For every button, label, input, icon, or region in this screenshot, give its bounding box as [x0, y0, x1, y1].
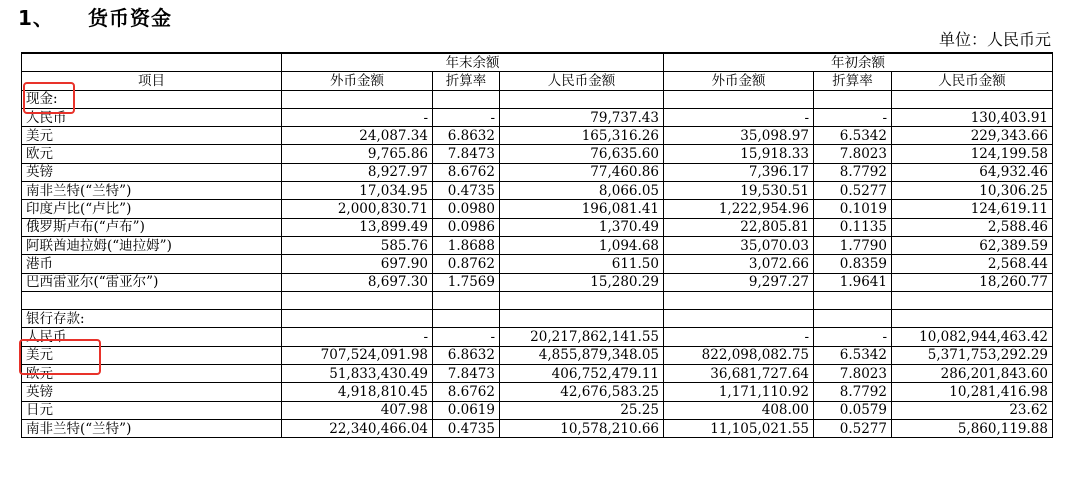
amount-cell: 62,389.59 — [892, 236, 1053, 254]
table-row — [22, 401, 1053, 419]
col-header-rmb-amount: 人民币金额 — [500, 72, 664, 90]
currency-name-cell: 欧元 — [22, 145, 282, 163]
amount-cell: 0.0619 — [433, 401, 500, 419]
amount-cell: 7.8023 — [814, 145, 892, 163]
col-header-rate: 折算率 — [433, 72, 500, 90]
cash-balance-table — [21, 52, 1053, 438]
col-header-foreign-amount: 外币金额 — [664, 72, 814, 90]
currency-name-cell: 日元 — [22, 401, 282, 419]
amount-cell: 0.0980 — [433, 200, 500, 218]
amount-cell: 286,201,843.60 — [892, 365, 1053, 383]
table-row — [22, 383, 1053, 401]
amount-cell: 11,105,021.55 — [664, 419, 814, 437]
currency-name-cell: 港币 — [22, 255, 282, 273]
amount-cell: 4,855,879,348.05 — [500, 346, 664, 364]
amount-cell: 0.5277 — [814, 182, 892, 200]
amount-cell: 8.7792 — [814, 383, 892, 401]
amount-cell: 0.5277 — [814, 419, 892, 437]
empty-cell — [814, 90, 892, 108]
amount-cell: 1,094.68 — [500, 236, 664, 254]
amount-cell: 1,222,954.96 — [664, 200, 814, 218]
amount-cell: 707,524,091.98 — [282, 346, 433, 364]
amount-cell: 8.6762 — [433, 383, 500, 401]
amount-cell: 124,199.58 — [892, 145, 1053, 163]
amount-cell: 35,098.97 — [664, 127, 814, 145]
amount-cell: 0.8762 — [433, 255, 500, 273]
table-row — [22, 163, 1053, 181]
amount-cell: 6.5342 — [814, 346, 892, 364]
section-number: 1、 — [18, 6, 54, 30]
empty-cell — [892, 291, 1053, 309]
table-row — [22, 236, 1053, 254]
table-row — [22, 145, 1053, 163]
amount-cell: 196,081.41 — [500, 200, 664, 218]
amount-cell: 130,403.91 — [892, 108, 1053, 126]
amount-cell: 10,281,416.98 — [892, 383, 1053, 401]
year-end-group-header: 年末余额 — [282, 53, 664, 72]
table-row — [22, 108, 1053, 126]
currency-name-cell: 英镑 — [22, 163, 282, 181]
amount-cell: 13,899.49 — [282, 218, 433, 236]
amount-cell: 7.8473 — [433, 365, 500, 383]
currency-name-cell: 美元 — [22, 346, 282, 364]
amount-cell: 35,070.03 — [664, 236, 814, 254]
amount-cell: 20,217,862,141.55 — [500, 328, 664, 346]
table-row — [22, 273, 1053, 291]
empty-cell — [664, 310, 814, 328]
amount-cell: 2,568.44 — [892, 255, 1053, 273]
amount-cell: - — [814, 328, 892, 346]
table-row — [22, 200, 1053, 218]
amount-cell: 408.00 — [664, 401, 814, 419]
amount-cell: 0.8359 — [814, 255, 892, 273]
empty-cell — [282, 291, 433, 309]
amount-cell: 822,098,082.75 — [664, 346, 814, 364]
amount-cell: 7.8473 — [433, 145, 500, 163]
amount-cell: 611.50 — [500, 255, 664, 273]
empty-cell — [500, 90, 664, 108]
section-title: 货币资金 — [88, 6, 172, 30]
amount-cell: 23.62 — [892, 401, 1053, 419]
currency-name-cell: 美元 — [22, 127, 282, 145]
column-header-row — [22, 72, 1053, 90]
amount-cell: 10,578,210.66 — [500, 419, 664, 437]
currency-name-cell: 英镑 — [22, 383, 282, 401]
empty-corner-cell — [22, 53, 282, 72]
amount-cell: 7,396.17 — [664, 163, 814, 181]
amount-cell: 24,087.34 — [282, 127, 433, 145]
amount-cell: - — [433, 328, 500, 346]
table-row — [22, 255, 1053, 273]
amount-cell: 0.1135 — [814, 218, 892, 236]
col-header-rmb-amount: 人民币金额 — [892, 72, 1053, 90]
currency-name-cell: 阿联酋迪拉姆(“迪拉姆”) — [22, 236, 282, 254]
amount-cell: 79,737.43 — [500, 108, 664, 126]
currency-name-cell: 印度卢比(“卢比”) — [22, 200, 282, 218]
currency-name-cell: 欧元 — [22, 365, 282, 383]
amount-cell: 1.7569 — [433, 273, 500, 291]
amount-cell: - — [664, 328, 814, 346]
amount-cell: - — [433, 108, 500, 126]
section-heading — [18, 2, 172, 31]
amount-cell: 697.90 — [282, 255, 433, 273]
empty-cell — [433, 291, 500, 309]
amount-cell: 6.8632 — [433, 127, 500, 145]
amount-cell: 165,316.26 — [500, 127, 664, 145]
group-header-row — [22, 53, 1053, 72]
spacer-row — [22, 291, 1053, 309]
currency-name-cell: 俄罗斯卢布(“卢布”) — [22, 218, 282, 236]
section-label: 银行存款: — [22, 310, 282, 328]
amount-cell: 17,034.95 — [282, 182, 433, 200]
section-label: 现金: — [22, 90, 282, 108]
amount-cell: 22,805.81 — [664, 218, 814, 236]
table-row — [22, 328, 1053, 346]
amount-cell: 10,306.25 — [892, 182, 1053, 200]
year-start-group-header: 年初余额 — [664, 53, 1053, 72]
bank-section-row — [22, 310, 1053, 328]
amount-cell: 406,752,479.11 — [500, 365, 664, 383]
empty-cell — [814, 310, 892, 328]
amount-cell: 8.6762 — [433, 163, 500, 181]
col-header-rate: 折算率 — [814, 72, 892, 90]
table-row — [22, 346, 1053, 364]
amount-cell: 1.7790 — [814, 236, 892, 254]
currency-name-cell: 巴西雷亚尔(“雷亚尔”) — [22, 273, 282, 291]
amount-cell: 51,833,430.49 — [282, 365, 433, 383]
empty-cell — [433, 90, 500, 108]
amount-cell: 36,681,727.64 — [664, 365, 814, 383]
col-header-item: 项目 — [22, 72, 282, 90]
amount-cell: 407.98 — [282, 401, 433, 419]
empty-cell — [814, 291, 892, 309]
empty-cell — [500, 291, 664, 309]
table-row — [22, 365, 1053, 383]
amount-cell: 19,530.51 — [664, 182, 814, 200]
empty-cell — [282, 90, 433, 108]
amount-cell: 4,918,810.45 — [282, 383, 433, 401]
amount-cell: 8.7792 — [814, 163, 892, 181]
amount-cell: 0.4735 — [433, 182, 500, 200]
cash-section-row — [22, 90, 1053, 108]
amount-cell: 25.25 — [500, 401, 664, 419]
amount-cell: 0.1019 — [814, 200, 892, 218]
amount-cell: - — [282, 108, 433, 126]
amount-cell: 1.9641 — [814, 273, 892, 291]
amount-cell: 3,072.66 — [664, 255, 814, 273]
amount-cell: 76,635.60 — [500, 145, 664, 163]
amount-cell: 5,371,753,292.29 — [892, 346, 1053, 364]
empty-cell — [500, 310, 664, 328]
amount-cell: - — [814, 108, 892, 126]
amount-cell: 7.8023 — [814, 365, 892, 383]
amount-cell: 77,460.86 — [500, 163, 664, 181]
amount-cell: 0.0579 — [814, 401, 892, 419]
table-row — [22, 127, 1053, 145]
amount-cell: 8,697.30 — [282, 273, 433, 291]
amount-cell: 15,918.33 — [664, 145, 814, 163]
empty-cell — [282, 310, 433, 328]
amount-cell: 0.4735 — [433, 419, 500, 437]
amount-cell: 18,260.77 — [892, 273, 1053, 291]
table-row — [22, 419, 1053, 437]
empty-cell — [664, 291, 814, 309]
amount-cell: 2,588.46 — [892, 218, 1053, 236]
amount-cell: 1,171,110.92 — [664, 383, 814, 401]
currency-name-cell: 人民币 — [22, 328, 282, 346]
empty-cell — [433, 310, 500, 328]
table-row — [22, 182, 1053, 200]
amount-cell: 64,932.46 — [892, 163, 1053, 181]
amount-cell: 2,000,830.71 — [282, 200, 433, 218]
amount-cell: 42,676,583.25 — [500, 383, 664, 401]
amount-cell: 1.8688 — [433, 236, 500, 254]
amount-cell: 9,297.27 — [664, 273, 814, 291]
empty-cell — [22, 291, 282, 309]
col-header-foreign-amount: 外币金额 — [282, 72, 433, 90]
currency-name-cell: 南非兰特(“兰特”) — [22, 182, 282, 200]
amount-cell: 1,370.49 — [500, 218, 664, 236]
amount-cell: 124,619.11 — [892, 200, 1053, 218]
amount-cell: 0.0986 — [433, 218, 500, 236]
amount-cell: - — [282, 328, 433, 346]
amount-cell: 10,082,944,463.42 — [892, 328, 1053, 346]
amount-cell: 9,765.86 — [282, 145, 433, 163]
empty-cell — [892, 310, 1053, 328]
amount-cell: 6.8632 — [433, 346, 500, 364]
amount-cell: 585.76 — [282, 236, 433, 254]
amount-cell: 8,927.97 — [282, 163, 433, 181]
currency-name-cell: 南非兰特(“兰特”) — [22, 419, 282, 437]
currency-name-cell: 人民币 — [22, 108, 282, 126]
amount-cell: 8,066.05 — [500, 182, 664, 200]
amount-cell: 229,343.66 — [892, 127, 1053, 145]
table-row — [22, 218, 1053, 236]
amount-cell: 6.5342 — [814, 127, 892, 145]
amount-cell: 15,280.29 — [500, 273, 664, 291]
amount-cell: - — [664, 108, 814, 126]
empty-cell — [892, 90, 1053, 108]
amount-cell: 22,340,466.04 — [282, 419, 433, 437]
empty-cell — [664, 90, 814, 108]
amount-cell: 5,860,119.88 — [892, 419, 1053, 437]
currency-unit-label: 单位：人民币元 — [938, 30, 1051, 49]
